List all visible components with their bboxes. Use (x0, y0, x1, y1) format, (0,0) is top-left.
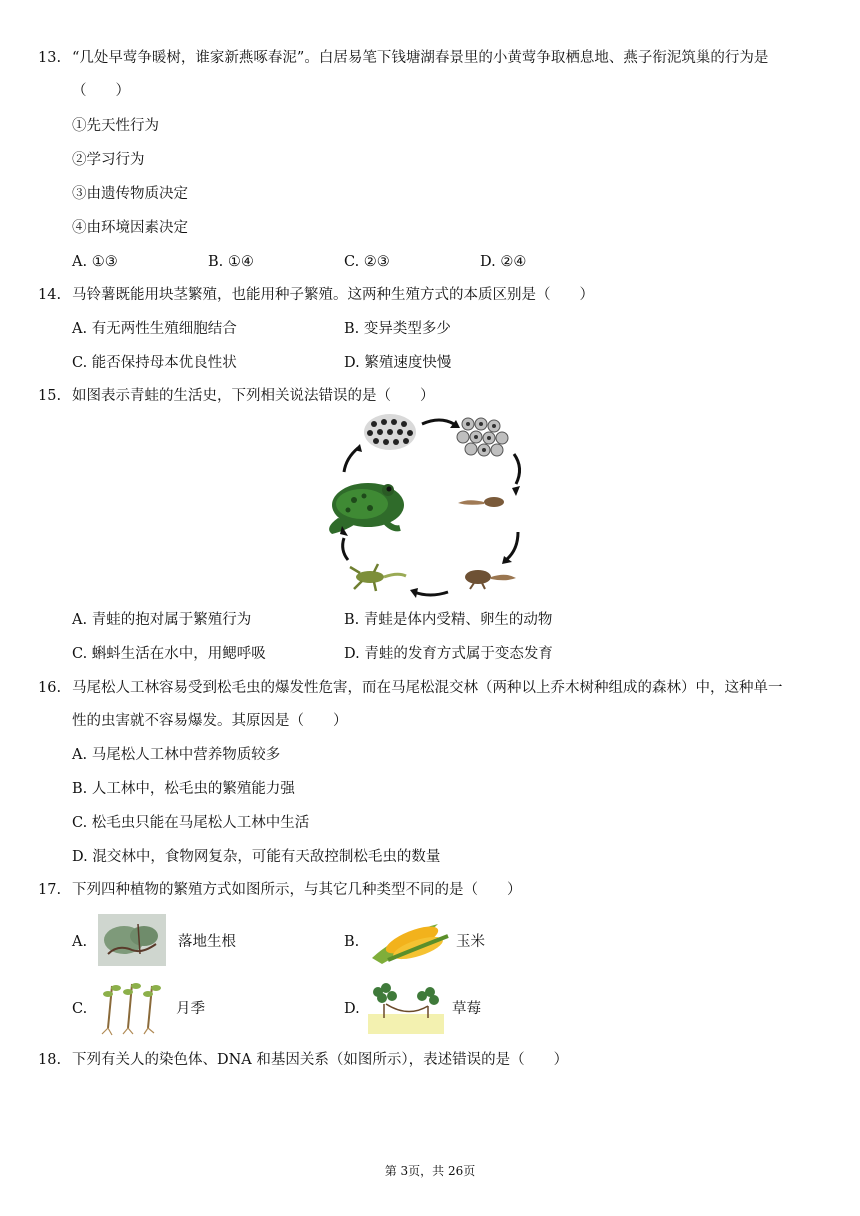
q17-option-a-label: 落地生根 (178, 934, 236, 950)
q16-number: 16. (38, 680, 62, 696)
frog-life-cycle-figure (318, 410, 538, 600)
q13-number: 13. (38, 50, 62, 66)
arrow-right-bottom (506, 532, 518, 560)
adult-frog-icon (329, 483, 404, 534)
q17-option-c-image (98, 978, 168, 1036)
q13-item-2: ②学习行为 (72, 152, 145, 168)
rose-cutting-icon (98, 978, 168, 1036)
q13-option-d: D. ②④ (480, 254, 527, 270)
q17-option-b-letter: B. (344, 934, 360, 950)
q14-number: 14. (38, 287, 62, 303)
q17-option-c-letter: C. (72, 1001, 88, 1017)
q18-stem: 下列有关人的染色体、DNA 和基因关系（如图所示），表述错误的是（ ） (72, 1052, 569, 1068)
froglet-icon (350, 564, 406, 591)
q13-stem-line2: （ ） (72, 83, 130, 99)
q15-number: 15. (38, 388, 62, 404)
bryophyllum-leaf-icon (98, 914, 166, 966)
q17-number: 17. (38, 882, 62, 898)
q17-option-a-image (98, 914, 166, 966)
q15-option-b: B. 青蛙是体内受精、卵生的动物 (344, 612, 553, 628)
q17-option-a-letter: A. (72, 934, 88, 950)
arrow-left-top (344, 448, 358, 472)
frog-eggs-icon (364, 414, 416, 450)
arrow-left-bottom (343, 538, 348, 560)
q14-option-a: A. 有无两性生殖细胞结合 (72, 321, 237, 337)
q13-option-b: B. ①④ (208, 254, 254, 270)
q16-stem-line2: 性的虫害就不容易爆发。其原因是（ ） (72, 713, 348, 729)
q14-option-d: D. 繁殖速度快慢 (344, 355, 452, 371)
q16-stem-line1: 马尾松人工林容易受到松毛虫的爆发性危害，而在马尾松混交林（两种以上乔木树种组成的森林）中，这种单一 (72, 680, 783, 696)
q15-option-a: A. 青蛙的抱对属于繁殖行为 (72, 612, 252, 628)
q14-option-b: B. 变异类型多少 (344, 321, 451, 337)
strawberry-runner-icon (368, 978, 444, 1034)
q17-option-b-image (368, 914, 452, 966)
tadpole-icon (458, 497, 504, 507)
q17-option-c-label: 月季 (176, 1001, 205, 1017)
q13-option-c: C. ②③ (344, 254, 390, 270)
developing-eggs-icon (457, 418, 508, 456)
q13-item-3: ③由遗传物质决定 (72, 186, 188, 202)
tadpole-with-legs-icon (465, 570, 516, 589)
q17-option-b-label: 玉米 (456, 934, 485, 950)
q17-stem: 下列四种植物的繁殖方式如图所示，与其它几种类型不同的是（ ） (72, 882, 522, 898)
page-footer: 第 3页，共 26页 (384, 1164, 476, 1178)
arrow-bottom (414, 592, 448, 595)
q15-option-d: D. 青蛙的发育方式属于变态发育 (344, 646, 553, 662)
q15-stem: 如图表示青蛙的生活史，下列相关说法错误的是（ ） (72, 388, 435, 404)
q17-option-d-letter: D. (344, 1001, 360, 1017)
q16-option-c: C. 松毛虫只能在马尾松人工林中生活 (72, 815, 310, 831)
q17-option-d-label: 草莓 (452, 1001, 481, 1017)
q13-item-4: ④由环境因素决定 (72, 220, 188, 236)
corn-icon (368, 914, 452, 966)
q17-option-d-image (368, 978, 444, 1034)
q18-number: 18. (38, 1052, 62, 1068)
q14-stem: 马铃薯既能用块茎繁殖，也能用种子繁殖。这两种生殖方式的本质区别是（ ） (72, 287, 594, 303)
q16-option-d: D. 混交林中，食物网复杂，可能有天敌控制松毛虫的数量 (72, 849, 441, 865)
arrow-top (422, 420, 454, 424)
q16-option-b: B. 人工林中，松毛虫的繁殖能力强 (72, 781, 295, 797)
arrow-right-top (514, 454, 520, 484)
q16-option-a: A. 马尾松人工林中营养物质较多 (72, 747, 281, 763)
q13-item-1: ①先天性行为 (72, 118, 159, 134)
frog-life-cycle-svg (318, 410, 538, 600)
q14-option-c: C. 能否保持母本优良性状 (72, 355, 237, 371)
q15-option-c: C. 蝌蚪生活在水中，用鳃呼吸 (72, 646, 266, 662)
q13-stem-line1: “几处早莺争暖树，谁家新燕啄春泥”。白居易笔下钱塘湖春景里的小黄莺争取栖息地、燕子衔泥筑巢的行为是 (72, 50, 769, 66)
q13-option-a: A. ①③ (72, 254, 118, 270)
